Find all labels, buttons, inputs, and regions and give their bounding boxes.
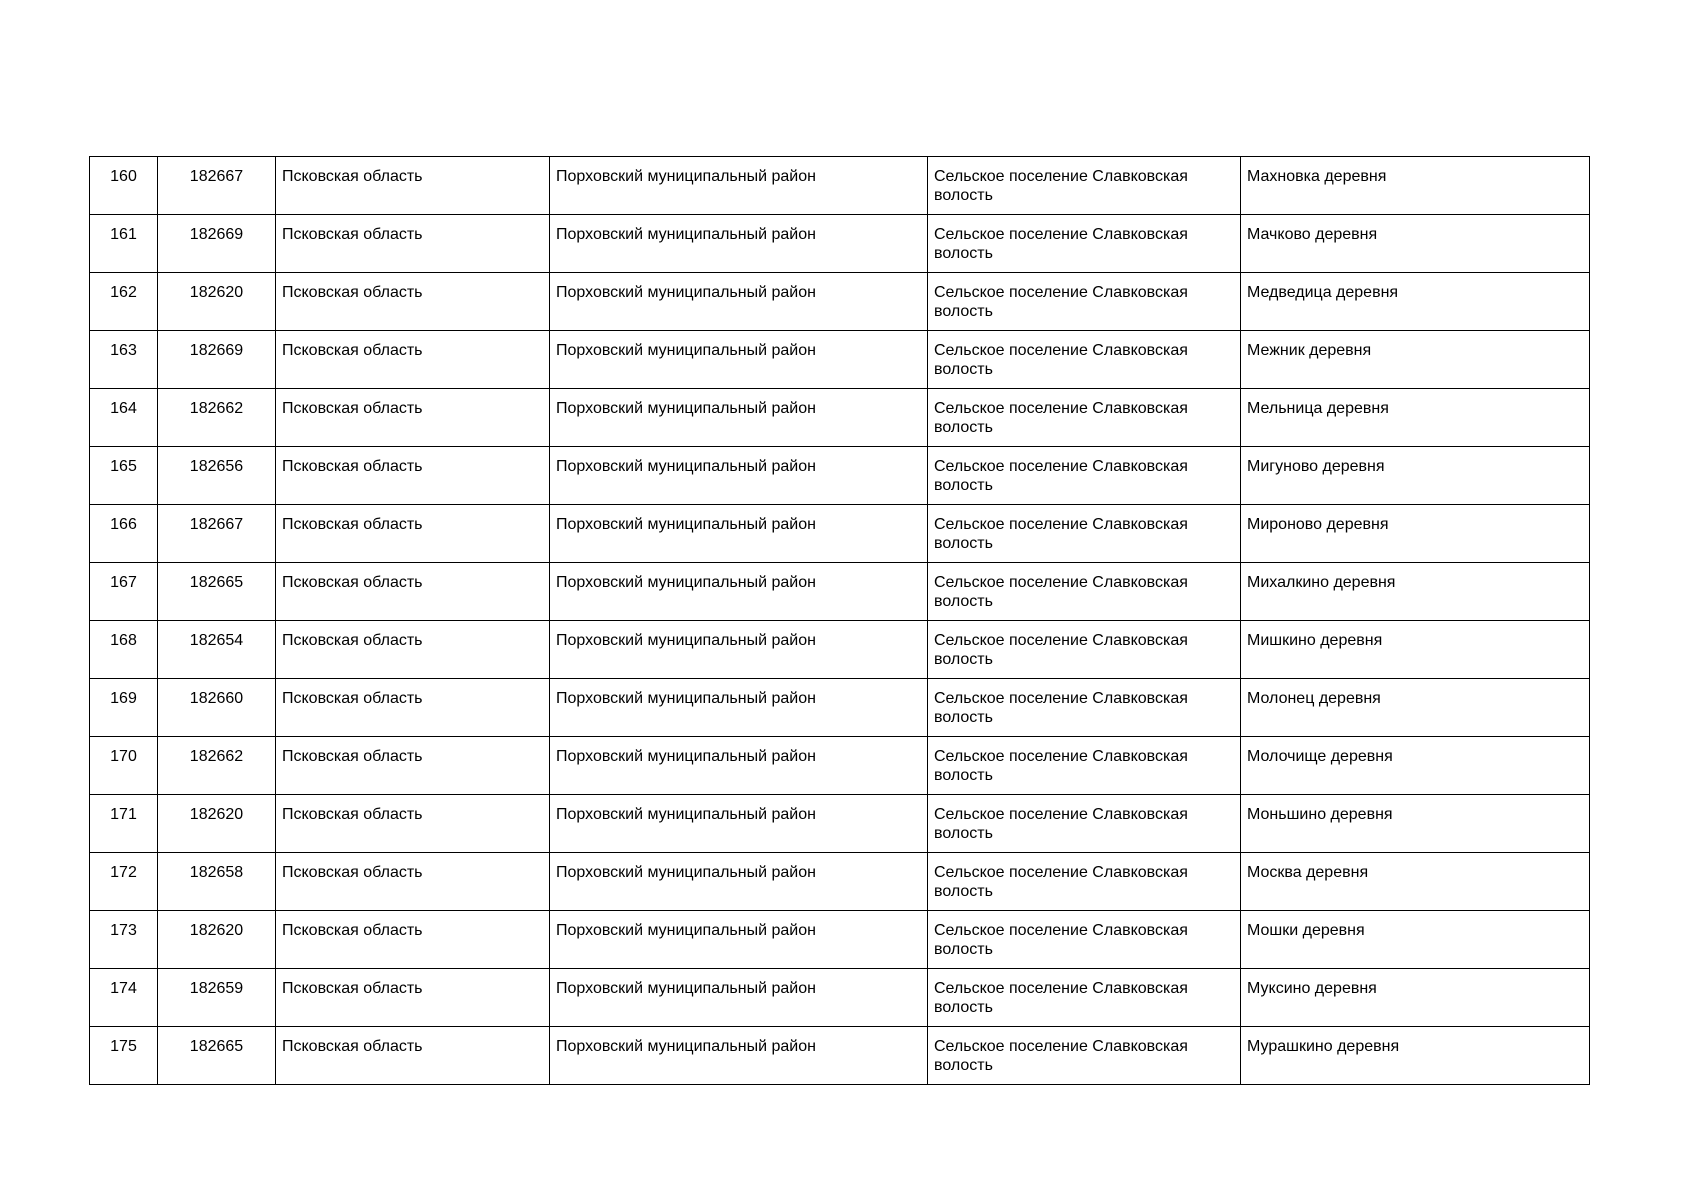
table-row bbox=[90, 679, 1590, 737]
locality-cell: Мельница деревня bbox=[1241, 389, 1590, 447]
postal-code-cell: 182667 bbox=[158, 505, 276, 563]
locality-cell: Мурашкино деревня bbox=[1241, 1027, 1590, 1085]
locality-cell: Москва деревня bbox=[1241, 853, 1590, 911]
table-row bbox=[90, 911, 1590, 969]
table-row bbox=[90, 331, 1590, 389]
region-cell: Псковская область bbox=[276, 563, 550, 621]
table-row bbox=[90, 853, 1590, 911]
settlement-cell: Сельское поселение Славковская волость bbox=[928, 215, 1241, 273]
locality-cell: Моньшино деревня bbox=[1241, 795, 1590, 853]
district-cell: Порховский муниципальный район bbox=[550, 389, 928, 447]
row-number-cell: 169 bbox=[90, 679, 158, 737]
district-cell: Порховский муниципальный район bbox=[550, 621, 928, 679]
row-number-cell: 162 bbox=[90, 273, 158, 331]
locality-cell: Мишкино деревня bbox=[1241, 621, 1590, 679]
postal-code-cell: 182662 bbox=[158, 737, 276, 795]
region-cell: Псковская область bbox=[276, 215, 550, 273]
region-cell: Псковская область bbox=[276, 969, 550, 1027]
settlement-cell: Сельское поселение Славковская волость bbox=[928, 331, 1241, 389]
postal-code-cell: 182667 bbox=[158, 157, 276, 215]
row-number-cell: 161 bbox=[90, 215, 158, 273]
settlement-cell: Сельское поселение Славковская волость bbox=[928, 389, 1241, 447]
district-cell: Порховский муниципальный район bbox=[550, 505, 928, 563]
locality-cell: Межник деревня bbox=[1241, 331, 1590, 389]
district-cell: Порховский муниципальный район bbox=[550, 157, 928, 215]
table-row bbox=[90, 215, 1590, 273]
postal-code-cell: 182662 bbox=[158, 389, 276, 447]
locality-cell: Медведица деревня bbox=[1241, 273, 1590, 331]
table-row bbox=[90, 969, 1590, 1027]
settlement-cell: Сельское поселение Славковская волость bbox=[928, 1027, 1241, 1085]
region-cell: Псковская область bbox=[276, 447, 550, 505]
postal-code-cell: 182669 bbox=[158, 215, 276, 273]
postal-code-cell: 182665 bbox=[158, 1027, 276, 1085]
region-cell: Псковская область bbox=[276, 795, 550, 853]
settlement-cell: Сельское поселение Славковская волость bbox=[928, 157, 1241, 215]
region-cell: Псковская область bbox=[276, 621, 550, 679]
locality-cell: Мироново деревня bbox=[1241, 505, 1590, 563]
postal-code-cell: 182658 bbox=[158, 853, 276, 911]
settlements-table bbox=[89, 156, 1590, 1085]
locality-cell: Махновка деревня bbox=[1241, 157, 1590, 215]
table-row bbox=[90, 737, 1590, 795]
settlement-cell: Сельское поселение Славковская волость bbox=[928, 563, 1241, 621]
table-body bbox=[90, 157, 1590, 1085]
district-cell: Порховский муниципальный район bbox=[550, 331, 928, 389]
district-cell: Порховский муниципальный район bbox=[550, 795, 928, 853]
row-number-cell: 165 bbox=[90, 447, 158, 505]
postal-code-cell: 182620 bbox=[158, 795, 276, 853]
postal-code-cell: 182665 bbox=[158, 563, 276, 621]
region-cell: Псковская область bbox=[276, 505, 550, 563]
settlement-cell: Сельское поселение Славковская волость bbox=[928, 505, 1241, 563]
postal-code-cell: 182620 bbox=[158, 911, 276, 969]
region-cell: Псковская область bbox=[276, 679, 550, 737]
district-cell: Порховский муниципальный район bbox=[550, 447, 928, 505]
postal-code-cell: 182620 bbox=[158, 273, 276, 331]
row-number-cell: 174 bbox=[90, 969, 158, 1027]
row-number-cell: 163 bbox=[90, 331, 158, 389]
postal-code-cell: 182654 bbox=[158, 621, 276, 679]
locality-cell: Молочище деревня bbox=[1241, 737, 1590, 795]
row-number-cell: 166 bbox=[90, 505, 158, 563]
table-row bbox=[90, 273, 1590, 331]
district-cell: Порховский муниципальный район bbox=[550, 911, 928, 969]
table-row bbox=[90, 389, 1590, 447]
settlement-cell: Сельское поселение Славковская волость bbox=[928, 273, 1241, 331]
region-cell: Псковская область bbox=[276, 157, 550, 215]
document-page bbox=[89, 156, 1589, 1085]
region-cell: Псковская область bbox=[276, 1027, 550, 1085]
region-cell: Псковская область bbox=[276, 273, 550, 331]
table-row bbox=[90, 505, 1590, 563]
settlement-cell: Сельское поселение Славковская волость bbox=[928, 911, 1241, 969]
settlement-cell: Сельское поселение Славковская волость bbox=[928, 679, 1241, 737]
table-row bbox=[90, 1027, 1590, 1085]
region-cell: Псковская область bbox=[276, 853, 550, 911]
table-row bbox=[90, 157, 1590, 215]
locality-cell: Мигуново деревня bbox=[1241, 447, 1590, 505]
settlement-cell: Сельское поселение Славковская волость bbox=[928, 621, 1241, 679]
locality-cell: Мошки деревня bbox=[1241, 911, 1590, 969]
postal-code-cell: 182656 bbox=[158, 447, 276, 505]
locality-cell: Муксино деревня bbox=[1241, 969, 1590, 1027]
district-cell: Порховский муниципальный район bbox=[550, 679, 928, 737]
settlement-cell: Сельское поселение Славковская волость bbox=[928, 737, 1241, 795]
row-number-cell: 173 bbox=[90, 911, 158, 969]
district-cell: Порховский муниципальный район bbox=[550, 273, 928, 331]
postal-code-cell: 182659 bbox=[158, 969, 276, 1027]
row-number-cell: 172 bbox=[90, 853, 158, 911]
district-cell: Порховский муниципальный район bbox=[550, 215, 928, 273]
postal-code-cell: 182660 bbox=[158, 679, 276, 737]
table-row bbox=[90, 621, 1590, 679]
locality-cell: Михалкино деревня bbox=[1241, 563, 1590, 621]
table-row bbox=[90, 447, 1590, 505]
table-row bbox=[90, 795, 1590, 853]
row-number-cell: 164 bbox=[90, 389, 158, 447]
locality-cell: Мачково деревня bbox=[1241, 215, 1590, 273]
region-cell: Псковская область bbox=[276, 331, 550, 389]
postal-code-cell: 182669 bbox=[158, 331, 276, 389]
region-cell: Псковская область bbox=[276, 389, 550, 447]
settlement-cell: Сельское поселение Славковская волость bbox=[928, 795, 1241, 853]
locality-cell: Молонец деревня bbox=[1241, 679, 1590, 737]
district-cell: Порховский муниципальный район bbox=[550, 737, 928, 795]
row-number-cell: 168 bbox=[90, 621, 158, 679]
district-cell: Порховский муниципальный район bbox=[550, 1027, 928, 1085]
district-cell: Порховский муниципальный район bbox=[550, 853, 928, 911]
row-number-cell: 160 bbox=[90, 157, 158, 215]
row-number-cell: 171 bbox=[90, 795, 158, 853]
region-cell: Псковская область bbox=[276, 737, 550, 795]
district-cell: Порховский муниципальный район bbox=[550, 969, 928, 1027]
settlement-cell: Сельское поселение Славковская волость bbox=[928, 447, 1241, 505]
settlement-cell: Сельское поселение Славковская волость bbox=[928, 969, 1241, 1027]
district-cell: Порховский муниципальный район bbox=[550, 563, 928, 621]
row-number-cell: 170 bbox=[90, 737, 158, 795]
row-number-cell: 175 bbox=[90, 1027, 158, 1085]
settlement-cell: Сельское поселение Славковская волость bbox=[928, 853, 1241, 911]
row-number-cell: 167 bbox=[90, 563, 158, 621]
table-row bbox=[90, 563, 1590, 621]
region-cell: Псковская область bbox=[276, 911, 550, 969]
